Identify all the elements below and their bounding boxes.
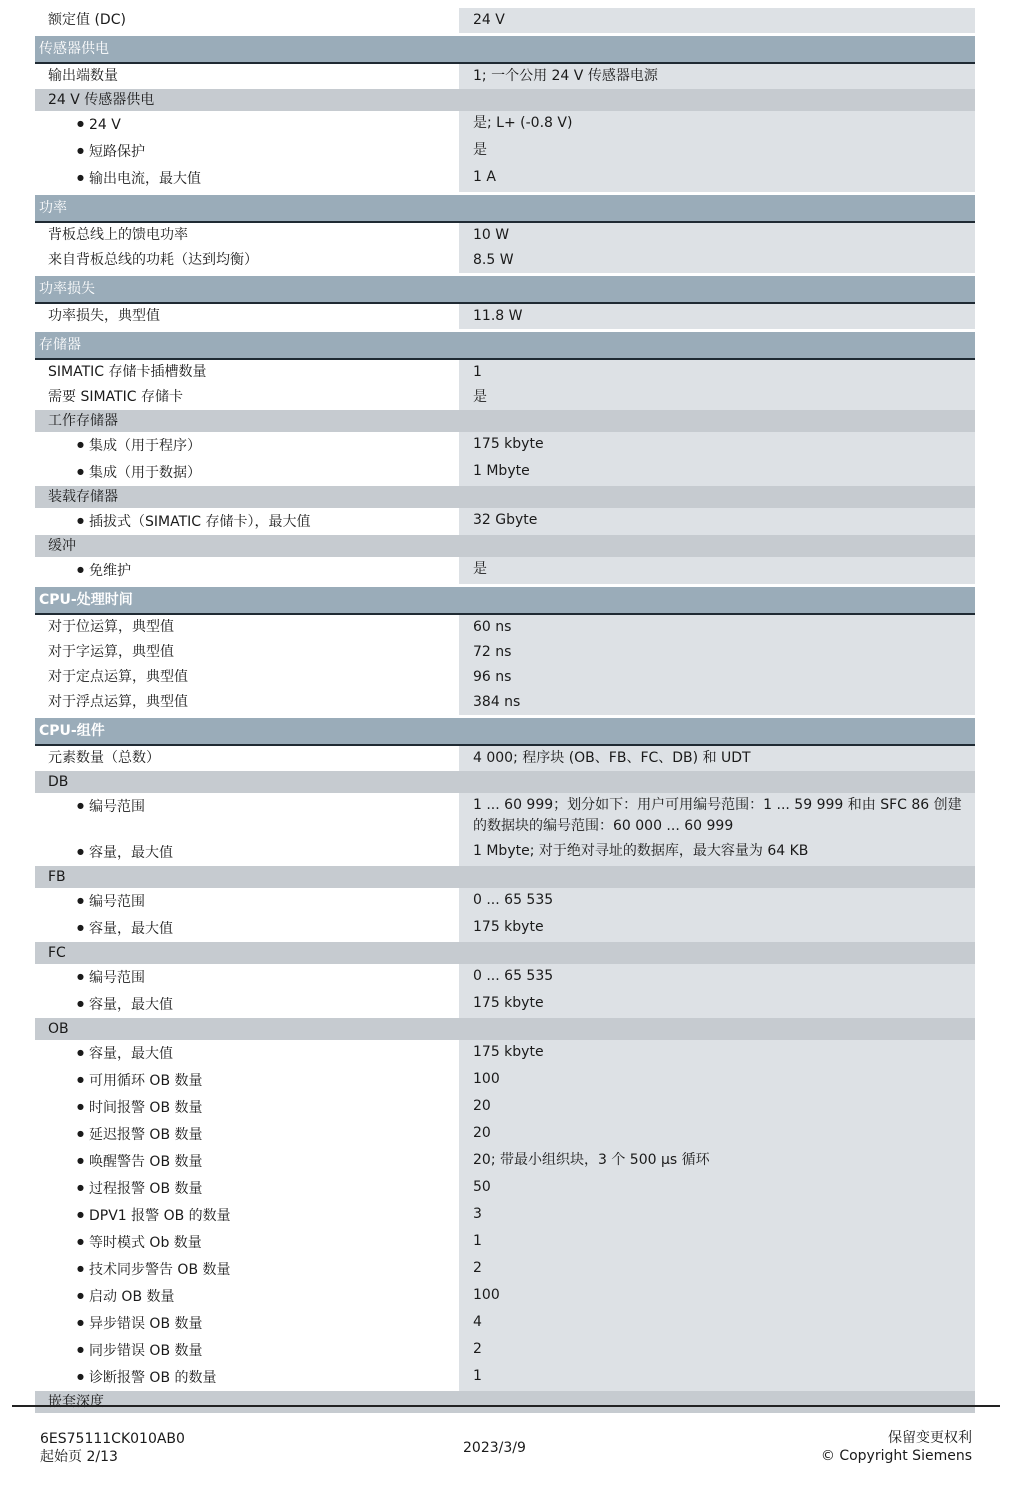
spec-row [35,223,975,248]
spec-label: ● 短路保护 [35,138,459,165]
spec-value: 32 Gbyte [459,508,975,535]
spec-value: 1 Mbyte; 对于绝对寻址的数据库，最大容量为 64 KB [459,839,975,866]
spec-row [35,915,975,942]
spec-row [35,615,975,640]
spec-row [35,432,975,459]
spec-value: 4 000; 程序块 (OB、FB、FC、DB) 和 UDT [459,746,975,771]
spec-row [35,1067,975,1094]
spec-value: 8.5 W [459,248,975,273]
spec-value: 是 [459,557,975,584]
spec-table [35,8,975,1413]
spec-row [35,1148,975,1175]
spec-label: ● DPV1 报警 OB 的数量 [35,1202,459,1229]
spec-row [35,248,975,273]
order-number: 6ES75111CK010AB0 [40,1431,185,1447]
spec-row [35,690,975,715]
spec-label: ● 集成（用于数据） [35,459,459,486]
spec-label: ● 同步错误 OB 数量 [35,1337,459,1364]
spec-row [35,1175,975,1202]
spec-label: ● 编号范围 [35,964,459,991]
spec-label: ● 启动 OB 数量 [35,1283,459,1310]
spec-value: 1; 一个公用 24 V 传感器电源 [459,64,975,89]
spec-label: ● 插拔式（SIMATIC 存储卡），最大值 [35,508,459,535]
spec-row [35,385,975,410]
section-header: 功率损失 [35,276,975,304]
footer-left [40,1430,185,1466]
subsection-header: 嵌套深度 [35,1391,975,1413]
spec-row [35,793,975,839]
section-header: 存储器 [35,332,975,360]
spec-row [35,1040,975,1067]
spec-value: 1 Mbyte [459,459,975,486]
spec-value: 11.8 W [459,304,975,329]
spec-value: 72 ns [459,640,975,665]
section-header: 传感器供电 [35,36,975,64]
spec-label: ● 可用循环 OB 数量 [35,1067,459,1094]
rights-notice: 保留变更权利 [888,1430,972,1446]
spec-label: ● 集成（用于程序） [35,432,459,459]
spec-value: 175 kbyte [459,432,975,459]
spec-row [35,1121,975,1148]
spec-row [35,1256,975,1283]
footer-divider [12,1405,1000,1407]
spec-label: ● 时间报警 OB 数量 [35,1094,459,1121]
spec-row [35,1364,975,1391]
spec-row [35,888,975,915]
spec-value: 是 [459,385,975,410]
spec-label: SIMATIC 存储卡插槽数量 [48,364,207,380]
spec-row [35,557,975,584]
section-header: CPU-组件 [35,718,975,746]
spec-value: 1 [459,360,975,385]
spec-row [35,138,975,165]
spec-value: 1 A [459,165,975,192]
spec-label: ● 诊断报警 OB 的数量 [35,1364,459,1391]
spec-row [35,304,975,329]
spec-row [35,1202,975,1229]
spec-label: ● 容量，最大值 [35,839,459,866]
spec-row [35,640,975,665]
spec-value: 1 [459,1364,975,1391]
spec-label: ● 编号范围 [35,793,459,839]
subsection-header: FB [35,866,975,888]
spec-value: 100 [459,1283,975,1310]
spec-label: 输出端数量 [48,68,118,84]
footer-right [821,1429,972,1465]
spec-value: 20 [459,1094,975,1121]
spec-value: 是 [459,138,975,165]
spec-value: 175 kbyte [459,991,975,1018]
spec-row [35,991,975,1018]
spec-row [35,360,975,385]
spec-label: 来自背板总线的功耗（达到均衡） [48,252,258,268]
spec-value: 2 [459,1256,975,1283]
spec-value: 2 [459,1337,975,1364]
spec-row [35,1337,975,1364]
spec-row [35,746,975,771]
page-number: 起始页 2/13 [40,1449,118,1465]
spec-value: 20 [459,1121,975,1148]
spec-value: 3 [459,1202,975,1229]
spec-value: 10 W [459,223,975,248]
spec-row [35,1094,975,1121]
spec-row [35,8,975,33]
spec-value: 175 kbyte [459,1040,975,1067]
spec-value: 60 ns [459,615,975,640]
spec-value: 4 [459,1310,975,1337]
spec-row [35,111,975,138]
spec-label: 对于浮点运算，典型值 [48,694,188,710]
spec-value: 384 ns [459,690,975,715]
spec-label: 对于字运算，典型值 [48,644,174,660]
subsection-header: 缓冲 [35,535,975,557]
spec-value: 100 [459,1067,975,1094]
subsection-header: 装载存储器 [35,486,975,508]
spec-label: ● 延迟报警 OB 数量 [35,1121,459,1148]
spec-row [35,1229,975,1256]
spec-row [35,665,975,690]
spec-value: 24 V [459,8,975,33]
spec-label: 对于位运算，典型值 [48,619,174,635]
spec-value: 1 [459,1229,975,1256]
spec-value: 20; 带最小组织块，3 个 500 µs 循环 [459,1148,975,1175]
subsection-header: FC [35,942,975,964]
spec-label: ● 过程报警 OB 数量 [35,1175,459,1202]
spec-label: ● 免维护 [35,557,459,584]
subsection-header: OB [35,1018,975,1040]
spec-label: ● 唤醒警告 OB 数量 [35,1148,459,1175]
spec-row [35,1310,975,1337]
spec-label: 需要 SIMATIC 存储卡 [48,389,183,405]
spec-label: 背板总线上的馈电功率 [48,227,188,243]
spec-label: ● 容量，最大值 [35,915,459,942]
section-header: CPU-处理时间 [35,587,975,615]
spec-label: ● 24 V [35,111,459,138]
spec-label: ● 容量，最大值 [35,1040,459,1067]
spec-label: ● 编号范围 [35,888,459,915]
spec-value: 175 kbyte [459,915,975,942]
spec-label: ● 输出电流，最大值 [35,165,459,192]
subsection-header: DB [35,771,975,793]
spec-row [35,1283,975,1310]
spec-value: 50 [459,1175,975,1202]
spec-row [35,165,975,192]
spec-label: 额定值 (DC) [48,12,126,28]
section-header: 功率 [35,195,975,223]
spec-row [35,508,975,535]
spec-value: 1 ... 60 999；划分如下：用户可用编号范围：1 ... 59 999 和由 SFC 86 创建的数据块的编号范围：60 000 ... 60 999 [459,793,975,839]
spec-label: ● 异步错误 OB 数量 [35,1310,459,1337]
subsection-header: 24 V 传感器供电 [35,89,975,111]
spec-label: 元素数量（总数） [48,750,160,766]
spec-row [35,839,975,866]
spec-label: ● 等时模式 Ob 数量 [35,1229,459,1256]
spec-label: 功率损失，典型值 [48,308,160,324]
spec-row [35,64,975,89]
spec-value: 0 ... 65 535 [459,888,975,915]
spec-value: 0 ... 65 535 [459,964,975,991]
spec-label: ● 容量，最大值 [35,991,459,1018]
subsection-header: 工作存储器 [35,410,975,432]
copyright-notice: © Copyright Siemens [820,1448,972,1464]
spec-label: ● 技术同步警告 OB 数量 [35,1256,459,1283]
spec-row [35,459,975,486]
footer-date: 2023/3/9 [463,1440,526,1456]
spec-value: 是; L+ (-0.8 V) [459,111,975,138]
spec-value: 96 ns [459,665,975,690]
spec-label: 对于定点运算，典型值 [48,669,188,685]
spec-row [35,964,975,991]
